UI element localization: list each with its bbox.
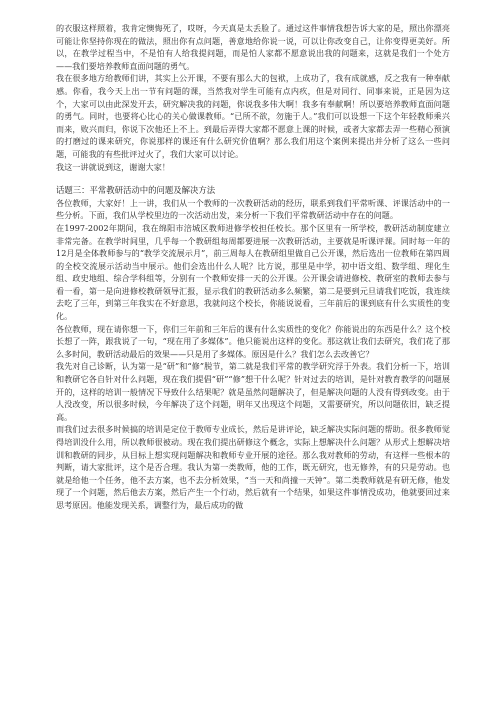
- paragraph: 各位教师，现在请你想一下，你们三年前和三年后的课有什么实质性的变化？你能说出的东西是什么？这个校长想了一阵，跟我说了一句，“现在用了多媒体”。他只能说出这样的变化。那这就让我们去研究，我们花了那么多时间，教研活动最后的效果——只是用了多媒体。原因是什么？我们怎么去改善它？: [56, 323, 450, 359]
- paragraph: 我在很多地方给教师们讲，其实上公开课，不要有那么大的包袱，上成功了，我有成就感，反之我有一种奉献感。你看，我今天上出一节有问题的课，当然我对学生可能有点内疚，但是对同行、同事来说，正是因为这个，大家可以由此深发开去，研究解决我的问题，你说我多伟大啊！我多有奉献啊！所以要培养教师直面问题的勇气。同时，也要将心比心的关心做课教师。“已所不欲，勿施于人。”我们可以设想一下这个年轻教师乘兴而来，败兴而归，你说下次他还上不上。到最后弄得大家都不愿意上课的时候，或者大家都去弄一些精心预演的打磨过的课来研究，你说那样的课还有什么研究价值啊？那么我们用这个案例来提出并分析了这么一些问题，可能我的有些批评过火了，我们大家可以讨论。: [56, 73, 450, 159]
- paragraph: 各位教师，大家好！上一讲，我们从一个教师的一次教研活动的经历，联系到我们平常听课、评课活动中的一些分析。下面，我们从学校里边的一次活动出发，来分析一下我们平常教研活动中存在的问题。: [56, 197, 450, 221]
- paragraph: 我这一讲就说到这，谢谢大家！: [56, 161, 171, 172]
- paragraph: 的衣服这样照着，我肯定懊悔死了，哎呀，今天真是太丢脸了。通过这件事情我想告诉大家的是，照出你漂亮可能让你坚持你现在的做法，照出你有点问题，善意地给你说一说，可以让你改变自己，让你变得更美好。所以，在教学过程当中，不是怕有人给我提问题，而是怕人家都不愿意说出我的问题来，这就是我们一个处方——我们要培养教师直面问题的勇气。: [56, 23, 450, 71]
- paragraph: 而我们过去很多时候搞的培训是定位于教师专业成长，然后是讲评论，缺乏解决实际问题的帮助。很多教师觉得培训没什么用，所以教师很被动。现在我们提出研修这个概念，实际上想解决什么问题？从形式上想解决培训和教研的同步，从目标上想实现问题解决和教师专业开展的途径。那么我对教师的劳动，有这样一些根本的判断，请大家批评，这个是否合理。我认为第一类教师，他的工作，既无研究，也无修养，有的只是劳动。也就是给他一个任务，他不去方案，也不去分析效果，“当一天和尚撞一天钟”。第二类教师就是有研无修，他发现了一个问题，然后他去方案，然后产生一个行动，然后就有一个结果，如果这件事情没成功，他就要回过来思考原因。他能发现关系，调整行为，最后成功的做: [56, 424, 450, 510]
- lecture-two-ending: [56, 22, 450, 173]
- paragraph: 在1997-2002年期间，我在绵阳市涪城区教师进修学校担任校长。那个区里有一所学校，教研活动制度建立非常完备。在教学时间里，几乎每一个教研组每周都要进展一次教研活动，主要就是听课评课。同时每一年的12月是全体教师参与的“教学交流展示月”，前三周每人在教研组里做自己公开课，然后选出一位教师在第四周的全校交流展示活动当中展示。他们会选出什么人呢？比方说，那里是中学，初中语文组、数学组、理化生组、政史地组、综合学科组等，分别有一个教师安排一天的公开课。公开课会请进修校、教研室的教师去参与看一看，第一是向进修校教研领导汇报，显示我们的教研活动多么频繁，第二是要到元旦请我们吃饭，我连续去吃了三年，到第三年我实在不好意思，我就问这个校长，你能说说看，三年前后的课到底有什么实质性的变化。: [56, 222, 450, 322]
- section-gap: [56, 173, 450, 184]
- paragraph: 我先对自己诊断，认为第一是“研”和“修”脱节，第二就是我们平常的教学研究浮于外表。我们分析一下，培训和教研它各自针对什么问题，现在我们提倡“研”“修”想干什么呢？针对过去的培训，是针对教育教学的问题展开的，这样的培训一般情况下导致什么结果呢？就是虽然问题解决了，但是解决问题的人没有得到改变。由于人没改变，所以很多时候，今年解决了这个问题，明年又出现这个问题，又需要研究，所以问题依旧，缺乏提高。: [56, 361, 450, 422]
- topic-three-section: [56, 184, 450, 511]
- section-heading: 话题三：平常教研活动中的问题及解决方法: [56, 185, 216, 196]
